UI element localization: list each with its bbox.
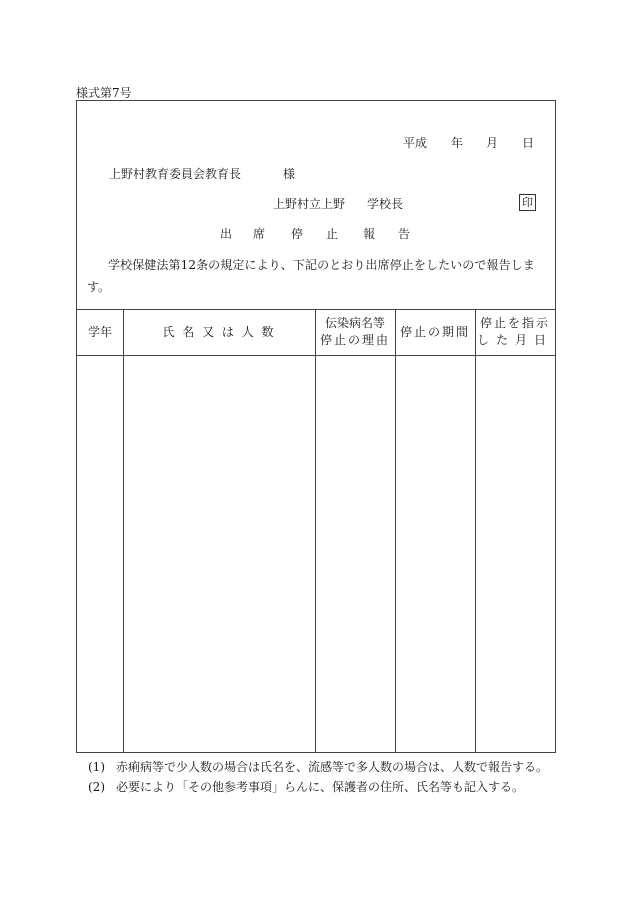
header-name-or-count: 氏 名 又 は 人 数 <box>162 324 276 339</box>
note-number: (1) <box>88 760 105 774</box>
header-instruction-date-line-2: した月日 <box>476 333 553 347</box>
header-instruction-date <box>475 309 555 355</box>
title-char: 止 <box>326 227 339 241</box>
note-number: (2) <box>88 780 105 794</box>
header-disease-reason-line-1: 伝染病名等 <box>324 316 385 330</box>
note-text: 赤痢病等で少人数の場合は氏名を、流感等で多人数の場合は、人数で報告する。 <box>116 760 549 774</box>
note-item <box>88 778 524 795</box>
body-line-2: す。 <box>87 280 111 294</box>
title-char: 出 <box>220 227 233 241</box>
report-form <box>76 100 556 753</box>
name-entry-cell[interactable] <box>124 356 315 752</box>
header-instruction-date-line-1: 停止を指示 <box>479 316 550 330</box>
note-text: 必要により「その他参考事項」らんに、保護者の住所、氏名等も記入する。 <box>116 780 525 794</box>
date-era: 平成 <box>403 136 428 150</box>
addressee-name: 上野村教育委員会教育長 <box>109 167 242 181</box>
title-char: 停 <box>291 227 304 241</box>
note-item <box>88 758 548 775</box>
header-disease-reason <box>315 309 395 355</box>
header-disease-reason-line-2: 停止の理由 <box>319 333 390 347</box>
date-day: 日 <box>522 136 535 150</box>
reason-entry-cell[interactable] <box>316 356 395 752</box>
seal-mark: 印 <box>519 194 536 211</box>
date-month: 月 <box>486 136 499 150</box>
title-char: 席 <box>253 227 266 241</box>
title-char: 告 <box>398 227 411 241</box>
instruction-date-entry-cell[interactable] <box>476 356 555 752</box>
header-suspension-period: 停止の期間 <box>399 324 470 339</box>
title-char: 報 <box>363 227 376 241</box>
form-number: 様式第7号 <box>76 86 132 100</box>
grade-entry-cell[interactable] <box>77 356 123 752</box>
period-entry-cell[interactable] <box>396 356 475 752</box>
body-line-1: 学校保健法第12条の規定により、下記のとおり出席停止をしたいので報告しま <box>108 258 535 272</box>
header-grade: 学年 <box>87 324 112 339</box>
sender-title: 学校長 <box>367 197 404 211</box>
sender-school: 上野村立上野 <box>273 197 346 211</box>
addressee-honorific: 様 <box>283 167 296 181</box>
date-year: 年 <box>451 136 464 150</box>
